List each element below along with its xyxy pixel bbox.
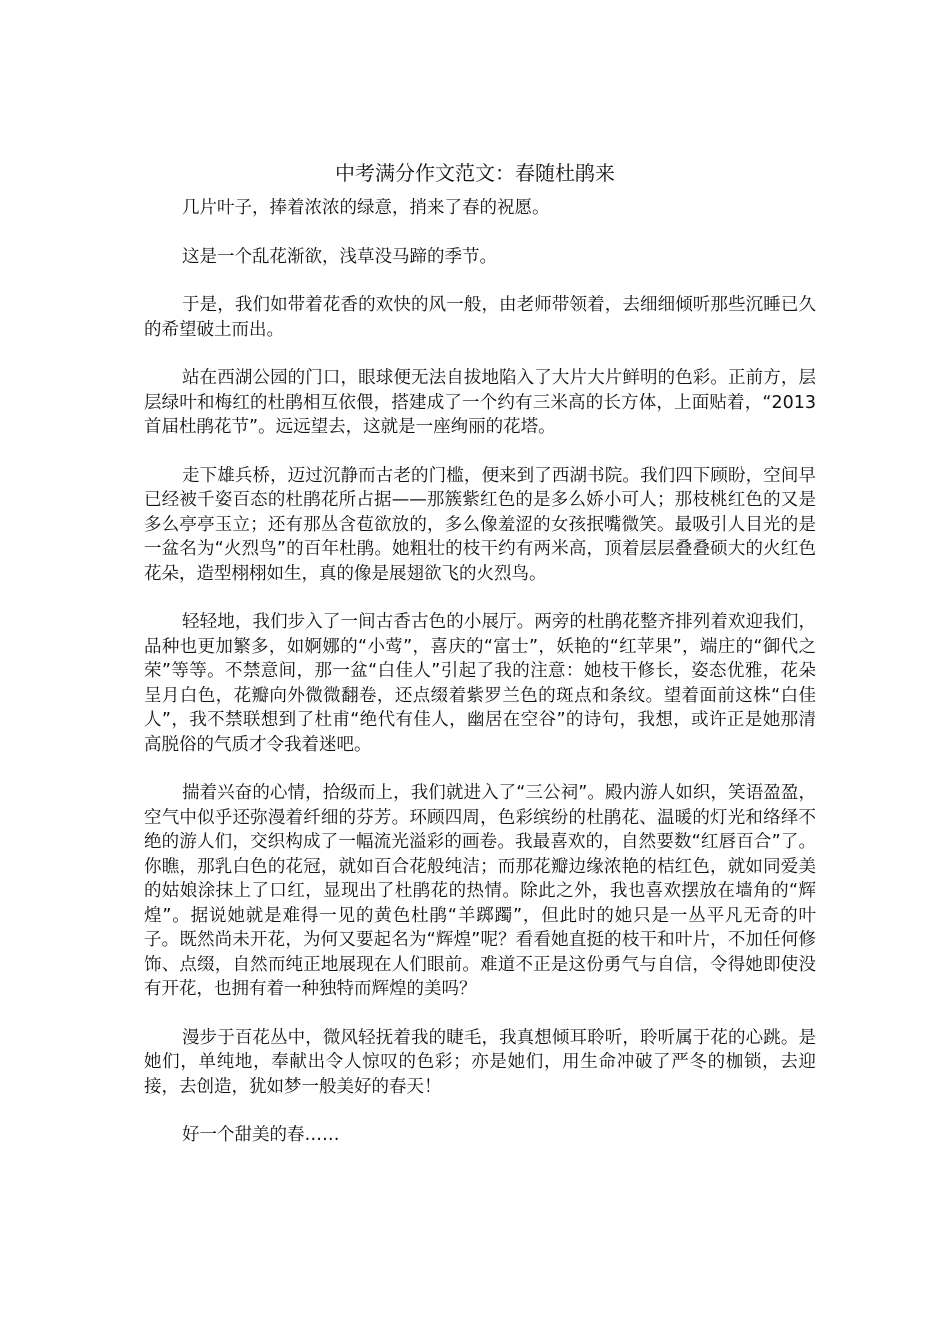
paragraph: 好一个甜美的春…… (182, 1125, 340, 1145)
paragraph: 漫步于百花丛中，微风轻抚着我的睫毛，我真想倾耳聆听，聆听属于花的心跳。是她们，单纯地，奉献出令人惊叹的色彩；亦是她们，用生命冲破了严冬的枷锁，去迎接，去创造，犹如梦一般美好的春天！ (144, 1027, 816, 1097)
paragraph: 揣着兴奋的心情，拾级而上，我们就进入了“三公祠”。殿内游人如织，笑语盈盈，空气中似乎还弥漫着纤细的芬芳。环顾四周，色彩缤纷的杜鹃花、温暖的灯光和络绎不绝的游人们，交织构成了一幅流光溢彩的画卷。我最喜欢的，自然要数“红唇百合”了。你瞧，那乳白色的花冠，就如百合花般纯洁；而那花瓣边缘浓艳的桔红色，就如同爱美的姑娘涂抹上了口红，显现出了杜鹃花的热情。除此之外，我也喜欢摆放在墙角的“辉煌”。据说她就是难得一见的黄色杜鹃“羊踯躅”，但此时的她只是一丛平凡无奇的叶子。既然尚未开花，为何又要起名为“辉煌”呢？看看她直挺的枝干和叶片，不加任何修饰、点缀，自然而纯正地展现在人们眼前。难道不正是这份勇气与自信，令得她即使没有开花，也拥有着一种独特而辉煌的美吗？ (144, 783, 816, 999)
paragraph: 几片叶子，捧着浓浓的绿意，捎来了春的祝愿。 (182, 198, 550, 218)
paragraph: 轻轻地，我们步入了一间古香古色的小展厅。两旁的杜鹃花整齐排列着欢迎我们，品种也更加繁多，如婀娜的“小莺”，喜庆的“富士”，妖艳的“红苹果”，端庄的“御代之荣”等等。不禁意间，那一盆“白佳人”引起了我的注意：她枝干修长，姿态优雅，花朵呈月白色，花瓣向外微微翻卷，还点缀着紫罗兰色的斑点和条纹。望着面前这株“白佳人”，我不禁联想到了杜甫“绝代有佳人，幽居在空谷”的诗句，我想，或许正是她那清高脱俗的气质才令我着迷吧。 (144, 612, 816, 755)
document-title: 中考满分作文范文：春随杜鹃来 (335, 161, 615, 185)
paragraph: 走下雄兵桥，迈过沉静而古老的门槛，便来到了西湖书院。我们四下顾盼，空间早已经被千姿百态的杜鹃花所占据——那簇紫红色的是多么娇小可人；那枝桃红色的又是多么亭亭玉立；还有那丛含苞欲放的，多么像羞涩的女孩抿嘴微笑。最吸引人目光的是一盆名为“火烈鸟”的百年杜鹃。她粗壮的枝干约有两米高，顶着层层叠叠硕大的火红色花朵，造型栩栩如生，真的像是展翅欲飞的火烈鸟。 (144, 465, 816, 584)
article-body (144, 196, 816, 1172)
paragraph: 站在西湖公园的门口，眼球便无法自拔地陷入了大片大片鲜明的色彩。正前方，层层绿叶和梅红的杜鹃相互依偎，搭建成了一个约有三米高的长方体，上面贴着，“2013 首届杜鹃花节”。远远望去，这就是一座绚丽的花塔。 (144, 368, 816, 437)
paragraph: 于是，我们如带着花香的欢快的风一般，由老师带领着，去细细倾听那些沉睡已久的希望破土而出。 (144, 295, 816, 340)
paragraph: 这是一个乱花渐欲，浅草没马蹄的季节。 (182, 246, 497, 267)
